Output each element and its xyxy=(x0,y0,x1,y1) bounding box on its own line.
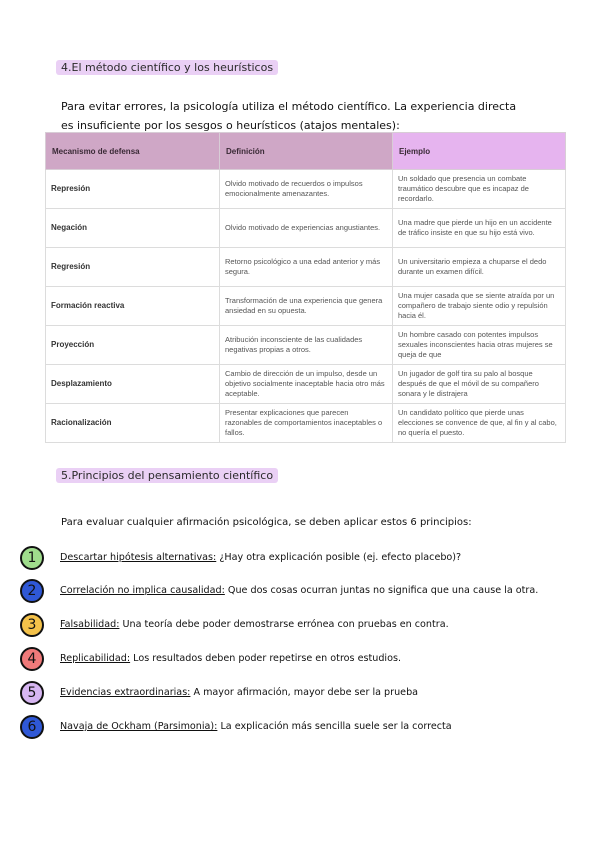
mechanism-cell: Represión xyxy=(46,170,220,209)
principle-name: Correlación no implica causalidad: xyxy=(60,585,225,596)
principle-text: ¿Hay otra explicación posible (ej. efecto placebo)? xyxy=(216,552,462,563)
table-row xyxy=(46,326,566,365)
table-row xyxy=(46,209,566,248)
number-circle-icon: 5 xyxy=(20,681,44,705)
principle-name: Navaja de Ockham (Parsimonia): xyxy=(60,721,218,732)
principle-item xyxy=(20,681,595,707)
definition-cell: Retorno psicológico a una edad anterior y más segura. xyxy=(220,248,393,287)
header-definition: Definición xyxy=(220,133,393,170)
principle-name: Replicabilidad: xyxy=(60,653,131,664)
principle-text: Los resultados deben poder repetirse en otros estudios. xyxy=(130,653,402,664)
mechanism-cell: Proyección xyxy=(46,326,220,365)
principle-item xyxy=(20,546,595,572)
mechanism-cell: Racionalización xyxy=(46,404,220,443)
example-cell: Un universitario empieza a chuparse el dedo durante un examen difícil. xyxy=(393,248,566,287)
definition-cell: Presentar explicaciones que parecen razonables de comportamientos inaceptables o fallos. xyxy=(220,404,393,443)
example-cell: Un soldado que presencia un combate traumático descubre que es incapaz de recordarlo. xyxy=(393,170,566,209)
section-4-intro: Para evitar errores, la psicología utiliza el método científico. La experiencia directa es insuficiente por los sesgos o heurísticos (atajos mentales): xyxy=(61,100,517,132)
principle-text: Que dos cosas ocurran juntas no significa que una cause la otra. xyxy=(224,585,539,596)
header-mechanism: Mecanismo de defensa xyxy=(46,133,220,170)
number-circle-icon: 1 xyxy=(20,546,44,570)
number-circle-icon: 3 xyxy=(20,613,44,637)
mechanism-cell: Negación xyxy=(46,209,220,248)
principle-text: Una teoría debe poder demostrarse errónea con pruebas en contra. xyxy=(119,619,449,630)
principle-name: Falsabilidad: xyxy=(60,619,120,630)
definition-cell: Transformación de una experiencia que genera ansiedad en su opuesta. xyxy=(220,287,393,326)
example-cell: Un candidato político que pierde unas elecciones se convence de que, al fin y al cabo, no quería el puesto. xyxy=(393,404,566,443)
section-4-title: 4.El método científico y los heurísticos xyxy=(56,60,278,75)
mechanism-cell: Formación reactiva xyxy=(46,287,220,326)
principle-name: Descartar hipótesis alternativas: xyxy=(60,552,217,563)
table-row xyxy=(46,170,566,209)
defense-mechanisms-table xyxy=(45,132,566,443)
example-cell: Una madre que pierde un hijo en un accidente de tráfico insiste en que su hijo está vivo. xyxy=(393,209,566,248)
principle-text: A mayor afirmación, mayor debe ser la prueba xyxy=(190,687,419,698)
definition-cell: Cambio de dirección de un impulso, desde un objetivo socialmente inaceptable hacia otro más aceptable. xyxy=(220,365,393,404)
example-cell: Un hombre casado con potentes impulsos sexuales inconscientes hacia otras mujeres se queja de que xyxy=(393,326,566,365)
definition-cell: Olvido motivado de experiencias angustiantes. xyxy=(220,209,393,248)
principle-item xyxy=(20,715,595,741)
header-example: Ejemplo xyxy=(393,133,566,170)
example-cell: Una mujer casada que se siente atraída por un compañero de trabajo siente odio y repulsión hacia él. xyxy=(393,287,566,326)
mechanism-cell: Desplazamiento xyxy=(46,365,220,404)
principle-item xyxy=(20,613,595,639)
definition-cell: Olvido motivado de recuerdos o impulsos emocionalmente amenazantes. xyxy=(220,170,393,209)
example-cell: Un jugador de golf tira su palo al bosque después de que el móvil de su compañero sonara y le distrajera xyxy=(393,365,566,404)
number-circle-icon: 6 xyxy=(20,715,44,739)
definition-cell: Atribución inconsciente de las cualidades negativas propias a otros. xyxy=(220,326,393,365)
number-circle-icon: 2 xyxy=(20,579,44,603)
table-row xyxy=(46,365,566,404)
principle-item xyxy=(20,647,595,673)
mechanism-cell: Regresión xyxy=(46,248,220,287)
table-row xyxy=(46,248,566,287)
principle-item xyxy=(20,579,595,605)
table-row xyxy=(46,404,566,443)
section-5-title: 5.Principios del pensamiento científico xyxy=(56,468,278,483)
table-row xyxy=(46,287,566,326)
principle-name: Evidencias extraordinarias: xyxy=(60,687,191,698)
principle-text: La explicación más sencilla suele ser la correcta xyxy=(217,721,452,732)
section-5-intro: Para evaluar cualquier afirmación psicológica, se deben aplicar estos 6 principios: xyxy=(61,517,472,528)
number-circle-icon: 4 xyxy=(20,647,44,671)
